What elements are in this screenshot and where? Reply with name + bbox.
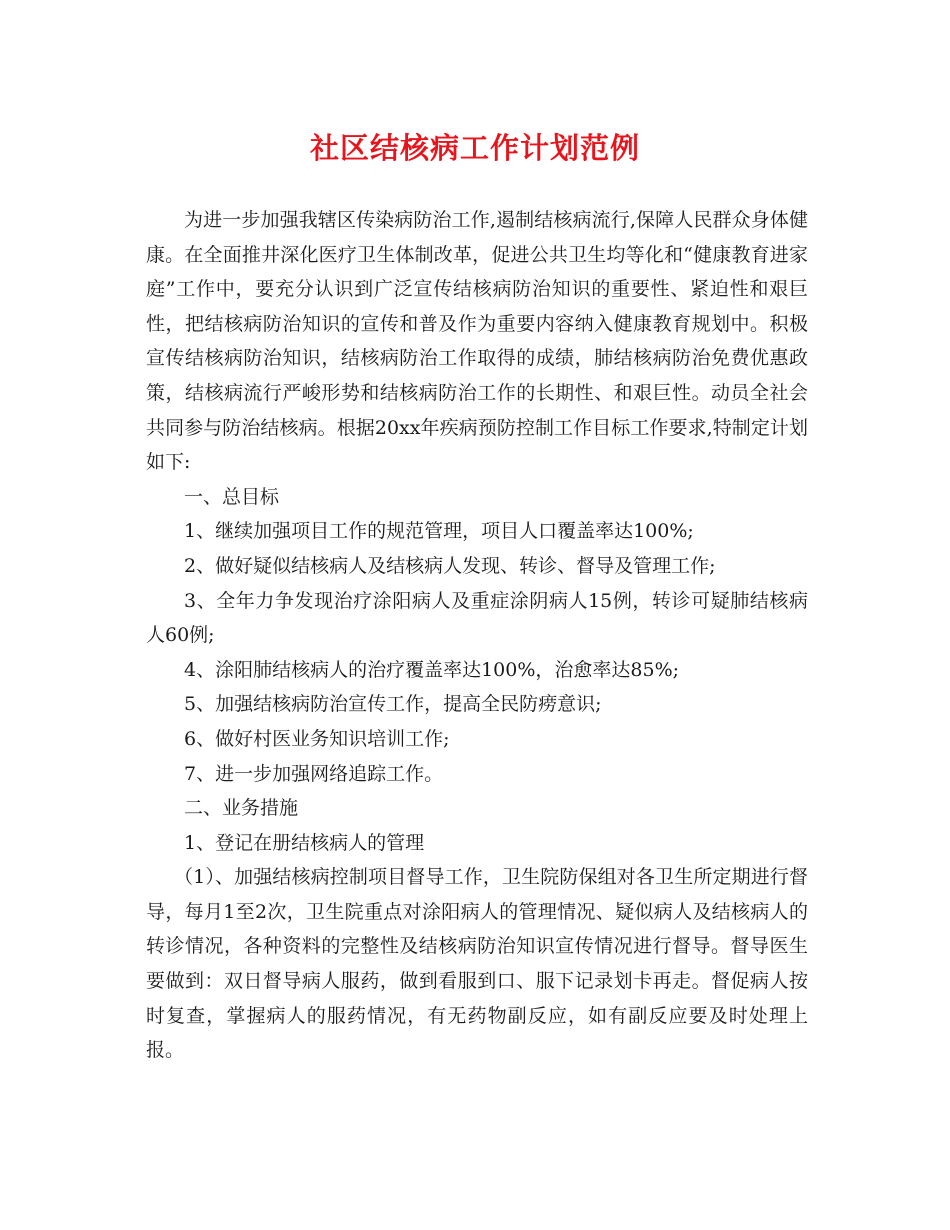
goal-item: 4、涂阳肺结核病人的治疗覆盖率达100%，治愈率达85%; <box>184 658 680 681</box>
goal-item: 6、做好村医业务知识培训工作; <box>184 727 450 750</box>
measure-paragraph: （1）、加强结核病控制项目督导工作，卫生院防保组对各卫生所定期进行督导，每月1至2次，卫生院重点对涂阳病人的管理情况、疑似病人及结核病人的转诊情况，各种资料的完整性及结核病防治知识宣传情况进行督导。督导医生要做到：双日督导病人服药，做到看服到口、服下记录划卡再走。督促病人按时复查，掌握病人的服药情况，有无药物副反应，如有副反应要及时处理上报。 <box>146 866 808 1062</box>
document-body <box>146 203 808 1068</box>
section-heading-goals: 一、总目标 <box>184 485 280 508</box>
goal-item: 5、加强结核病防治宣传工作，提高全民防痨意识; <box>184 693 602 716</box>
goal-item: 7、进一步加强网络追踪工作。 <box>184 762 444 785</box>
section-heading-measures: 二、业务措施 <box>184 797 299 820</box>
document-title: 社区结核病工作计划范例 <box>309 131 640 165</box>
subsection-heading: 1、登记在册结核病人的管理 <box>184 831 425 854</box>
goal-item: 1、继续加强项目工作的规范管理，项目人口覆盖率达100%; <box>184 520 694 543</box>
intro-paragraph: 为进一步加强我辖区传染病防治工作,遏制结核病流行,保障人民群众身体健康。在全面推井深化医疗卫生体制改革，促进公共卫生均等化和“健康教育进家庭”工作中，要充分认识到广泛宣传结核病防治知识的重要性、紧迫性和艰巨性，把结核病防治知识的宣传和普及作为重要内容纳入健康教育规划中。积极宣传结核病防治知识，结核病防治工作取得的成绩，肺结核病防治免费优惠政策，结核病流行严峻形势和结核病防治工作的长期性、和艰巨性。动员全社会共同参与防治结核病。根据20xx年疾病预防控制工作目标工作要求,特制定计划如下: <box>146 209 808 474</box>
goal-item: 3、全年力争发现治疗涂阳病人及重症涂阴病人15例，转诊可疑肺结核病人60例; <box>146 589 808 647</box>
goal-item: 2、做好疑似结核病人及结核病人发现、转诊、督导及管理工作; <box>184 554 716 577</box>
